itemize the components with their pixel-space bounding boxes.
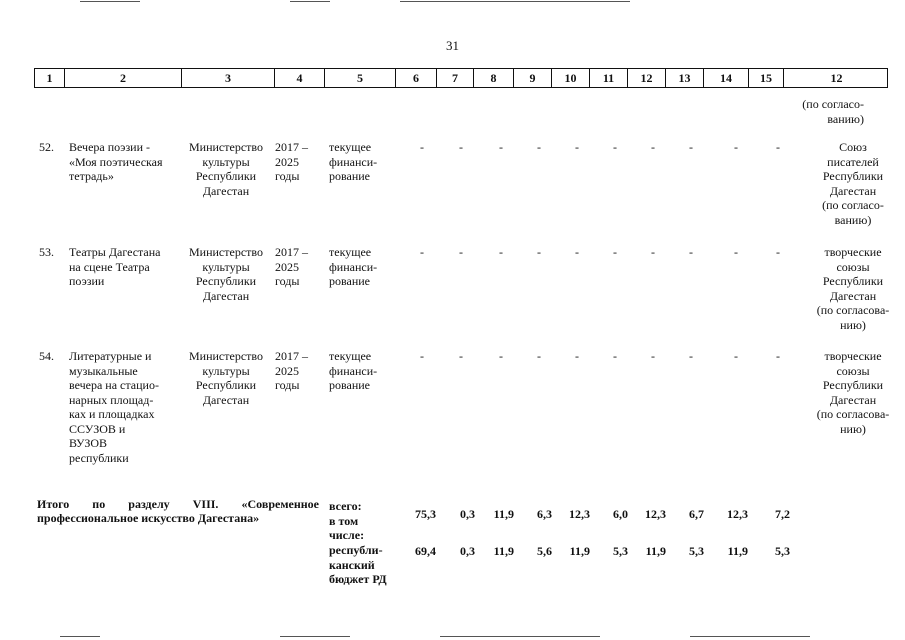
row-value: - bbox=[575, 349, 579, 363]
row-value: - bbox=[575, 245, 579, 259]
header-cell-11: 11 bbox=[590, 69, 628, 87]
total-all-value: 12,3 bbox=[645, 507, 666, 521]
total-budget-value: 69,4 bbox=[415, 544, 436, 558]
row-period: 2017 – 2025 годы bbox=[275, 140, 308, 183]
header-cell-16: 12 bbox=[830, 70, 843, 85]
row-financing: текущее финанси- рование bbox=[329, 349, 378, 392]
total-budget-label: республи- канский бюджет РД bbox=[329, 543, 387, 586]
row-executor: Министерство культуры Республики Дагестан bbox=[189, 349, 263, 407]
row-value: - bbox=[459, 245, 463, 259]
total-all-label: всего: в том числе: bbox=[329, 499, 365, 542]
row-value: - bbox=[537, 245, 541, 259]
header-cell-7: 7 bbox=[437, 69, 474, 87]
total-all-value: 11,9 bbox=[493, 507, 514, 521]
row-value: - bbox=[575, 140, 579, 154]
row-value: - bbox=[689, 349, 693, 363]
total-budget-value: 11,9 bbox=[569, 544, 590, 558]
scan-artifact bbox=[290, 1, 330, 2]
row-value: - bbox=[420, 140, 424, 154]
header-cell-2: 2 bbox=[65, 69, 182, 87]
header-cell-12: 12 bbox=[628, 69, 666, 87]
row-value: - bbox=[734, 349, 738, 363]
scan-artifact bbox=[280, 636, 350, 637]
row-value: - bbox=[537, 140, 541, 154]
total-all-value: 6,0 bbox=[613, 507, 628, 521]
header-cell-15: 15 bbox=[749, 69, 784, 87]
row-name: Литературные и музыкальные вечера на стацио- нарных площад- ках и площадках ССУЗОВ и ВУЗОВ республики bbox=[69, 349, 159, 465]
row-executor: Министерство культуры Республики Дагестан bbox=[189, 140, 263, 198]
row-number: 52. bbox=[39, 140, 54, 154]
total-budget-value: 5,3 bbox=[689, 544, 704, 558]
header-cell-13: 13 bbox=[666, 69, 704, 87]
total-label-line1: Итого по разделу VIII. «Современное bbox=[37, 497, 319, 511]
row-value: - bbox=[420, 349, 424, 363]
header-cell-6: 6 bbox=[396, 69, 437, 87]
row-executor: Министерство культуры Республики Дагестан bbox=[189, 245, 263, 303]
scan-artifact bbox=[60, 636, 100, 637]
row-value: - bbox=[651, 245, 655, 259]
row-value: - bbox=[613, 349, 617, 363]
row-value: - bbox=[459, 349, 463, 363]
scan-artifact bbox=[440, 636, 600, 637]
row-value: - bbox=[613, 140, 617, 154]
row-value: - bbox=[689, 140, 693, 154]
row-value: - bbox=[499, 245, 503, 259]
row-partner: творческие союзы Республики Дагестан (по согласова- нию) bbox=[816, 349, 890, 436]
total-budget-value: 5,3 bbox=[775, 544, 790, 558]
row-value: - bbox=[420, 245, 424, 259]
row-value: - bbox=[651, 349, 655, 363]
total-budget-value: 0,3 bbox=[460, 544, 475, 558]
row-value: - bbox=[499, 349, 503, 363]
row-value: - bbox=[613, 245, 617, 259]
header-cell-14: 14 bbox=[704, 69, 749, 87]
total-all-value: 6,3 bbox=[537, 507, 552, 521]
total-budget-value: 5,3 bbox=[613, 544, 628, 558]
row-financing: текущее финанси- рование bbox=[329, 140, 378, 183]
total-all-value: 7,2 bbox=[775, 507, 790, 521]
total-budget-value: 11,9 bbox=[645, 544, 666, 558]
table-header bbox=[34, 68, 888, 88]
header-cell-8: 8 bbox=[474, 69, 514, 87]
header-cell-4: 4 bbox=[275, 69, 325, 87]
header-cell-9: 9 bbox=[514, 69, 552, 87]
header-cell-1: 1 bbox=[35, 69, 65, 87]
row-value: - bbox=[651, 140, 655, 154]
row-value: - bbox=[537, 349, 541, 363]
row-financing: текущее финанси- рование bbox=[329, 245, 378, 288]
row-period: 2017 – 2025 годы bbox=[275, 349, 308, 392]
row-name: Вечера поэзии - «Моя поэтическая тетрадь» bbox=[69, 140, 163, 183]
scan-artifact bbox=[690, 636, 810, 637]
row-value: - bbox=[776, 140, 780, 154]
header-cell-5: 5 bbox=[325, 69, 396, 87]
row-number: 54. bbox=[39, 349, 54, 363]
scan-artifact bbox=[400, 1, 630, 2]
total-all-value: 12,3 bbox=[569, 507, 590, 521]
row-partner: Союз писателей Республики Дагестан (по согласо- ванию) bbox=[822, 140, 884, 227]
total-all-value: 6,7 bbox=[689, 507, 704, 521]
page-number: 31 bbox=[446, 38, 459, 53]
total-budget-value: 11,9 bbox=[727, 544, 748, 558]
continuation-note: (по согласо- ванию) bbox=[802, 97, 864, 126]
row-number: 53. bbox=[39, 245, 54, 259]
total-budget-value: 5,6 bbox=[537, 544, 552, 558]
total-budget-value: 11,9 bbox=[493, 544, 514, 558]
row-value: - bbox=[689, 245, 693, 259]
row-name: Театры Дагестана на сцене Театра поэзии bbox=[69, 245, 161, 288]
row-value: - bbox=[776, 349, 780, 363]
row-value: - bbox=[499, 140, 503, 154]
row-value: - bbox=[734, 140, 738, 154]
total-all-value: 0,3 bbox=[460, 507, 475, 521]
row-partner: творческие союзы Республики Дагестан (по согласова- нию) bbox=[816, 245, 890, 332]
row-value: - bbox=[459, 140, 463, 154]
total-all-value: 12,3 bbox=[727, 507, 748, 521]
row-period: 2017 – 2025 годы bbox=[275, 245, 308, 288]
row-value: - bbox=[776, 245, 780, 259]
header-cell-10: 10 bbox=[552, 69, 590, 87]
row-value: - bbox=[734, 245, 738, 259]
total-all-value: 75,3 bbox=[415, 507, 436, 521]
scan-artifact bbox=[80, 1, 140, 2]
total-label-line2: профессиональное искусство Дагестана» bbox=[37, 511, 260, 525]
header-cell-3: 3 bbox=[182, 69, 275, 87]
